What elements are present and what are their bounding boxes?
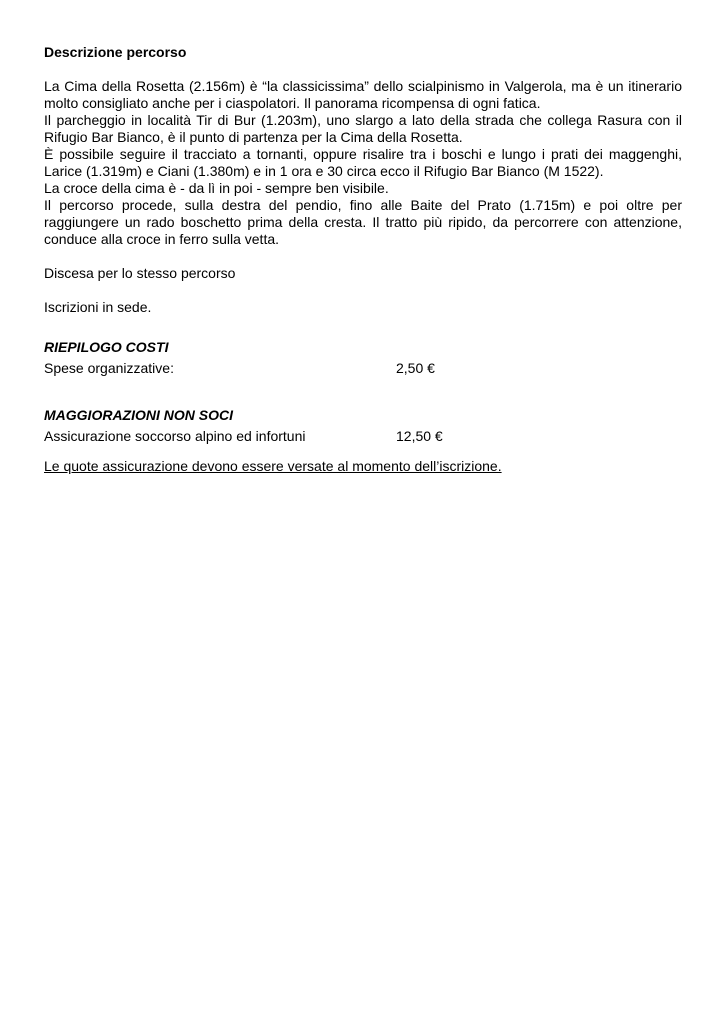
surcharge-row xyxy=(44,428,682,445)
descent-note: Discesa per lo stesso percorso xyxy=(44,265,236,281)
paragraph-parking: Il parcheggio in località Tir di Bur (1.203m), uno slargo a lato della strada che collega Rasura con il Rifugio Bar Bianco, è il punto di partenza per la Cima della Rosetta. xyxy=(44,112,682,145)
route-description xyxy=(44,78,682,248)
surcharge-label: Assicurazione soccorso alpino ed infortuni xyxy=(44,428,306,444)
cost-row xyxy=(44,360,682,377)
page-title: Descrizione percorso xyxy=(44,44,187,60)
surcharge-value: 12,50 € xyxy=(396,428,443,444)
paragraph-cross: La croce della cima è - da lì in poi - sempre ben visibile. xyxy=(44,180,389,196)
insurance-notice: Le quote assicurazione devono essere versate al momento dell’iscrizione. xyxy=(44,458,502,474)
surcharges-title: MAGGIORAZIONI NON SOCI xyxy=(44,407,233,423)
paragraph-summit: Il percorso procede, sulla destra del pendio, fino alle Baite del Prato (1.715m) e poi oltre per raggiungere un rado boschetto prima della cresta. Il tratto più ripido, da percorrere con attenzione, conduce alla croce in ferro sulla vetta. xyxy=(44,197,682,247)
document-page xyxy=(44,44,682,475)
paragraph-route: È possibile seguire il tracciato a tornanti, oppure risalire tra i boschi e lungo i prati dei maggenghi, Larice (1.319m) e Ciani (1.380m) e in 1 ora e 30 circa ecco il Rifugio Bar Bianco (M 1522). xyxy=(44,146,682,179)
registration-note: Iscrizioni in sede. xyxy=(44,299,152,315)
cost-label: Spese organizzative: xyxy=(44,360,174,376)
cost-value: 2,50 € xyxy=(396,360,435,376)
costs-title: RIEPILOGO COSTI xyxy=(44,339,169,355)
paragraph-intro: La Cima della Rosetta (2.156m) è “la classicissima” dello scialpinismo in Valgerola, ma è un itinerario molto consigliato anche per i ciaspolatori. Il panorama ricompensa di ogni fatica. xyxy=(44,78,682,111)
